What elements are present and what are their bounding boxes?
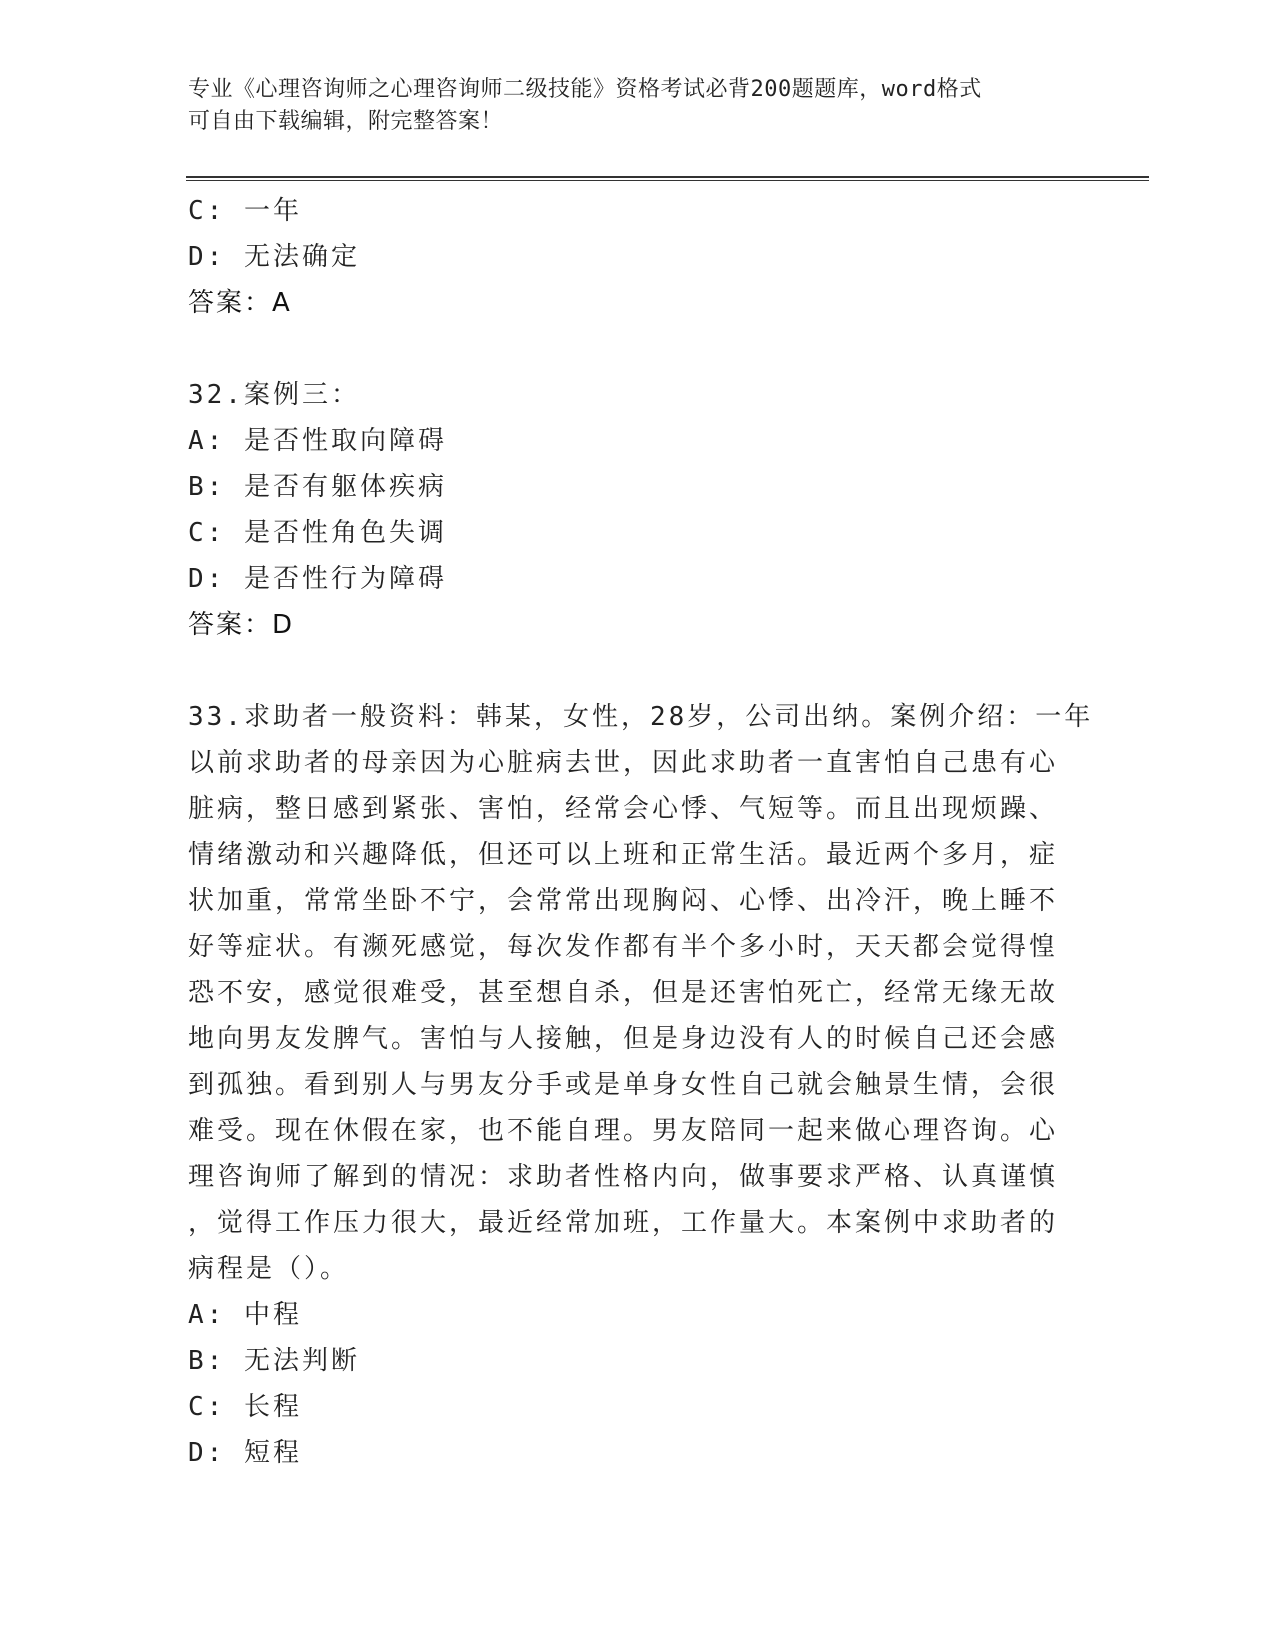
spacer (188, 326, 1088, 372)
stem-line: 好等症状。有濒死感觉，每次发作都有半个多小时，天天都会觉得惶 (188, 932, 1059, 962)
stem-line: 病程是（）。 (188, 1254, 350, 1284)
option-b: B: 无法判断 (188, 1346, 360, 1376)
question-stem: 32.案例三： (188, 380, 360, 410)
option-c: C: 一年 (188, 196, 302, 226)
option-d: D: 无法确定 (188, 242, 360, 272)
spacer (188, 648, 1088, 694)
stem-line: 理咨询师了解到的情况：求助者性格内向，做事要求严格、认真谨慎 (188, 1162, 1059, 1192)
option-a: A: 中程 (188, 1300, 302, 1330)
option-c: C: 长程 (188, 1392, 302, 1422)
document-body (188, 188, 1094, 1476)
stem-line: 难受。现在休假在家，也不能自理。男友陪同一起来做心理咨询。心 (188, 1116, 1059, 1146)
stem-line: 33.求助者一般资料：韩某，女性，28岁，公司出纳。案例介绍：一年 (188, 702, 1094, 732)
answer-label: 答案：A (188, 288, 292, 318)
stem-line: 恐不安，感觉很难受，甚至想自杀，但是还害怕死亡，经常无缘无故 (188, 978, 1059, 1008)
question-32 (188, 372, 1088, 648)
question-stem (188, 694, 1094, 1292)
stem-line: 以前求助者的母亲因为心脏病去世，因此求助者一直害怕自己患有心 (188, 748, 1059, 778)
option-d: D: 短程 (188, 1438, 302, 1468)
option-b: B: 是否有躯体疾病 (188, 472, 447, 502)
stem-line: 情绪激动和兴趣降低，但还可以上班和正常生活。最近两个多月，症 (188, 840, 1059, 870)
option-a: A: 是否性取向障碍 (188, 426, 447, 456)
document-header (188, 74, 1068, 138)
stem-line: 地向男友发脾气。害怕与人接触，但是身边没有人的时候自己还会感 (188, 1024, 1059, 1054)
stem-line: 到孤独。看到别人与男友分手或是单身女性自己就会触景生情，会很 (188, 1070, 1059, 1100)
header-line-1: 专业《心理咨询师之心理咨询师二级技能》资格考试必背200题题库，word格式 (188, 77, 982, 102)
header-line-2: 可自由下载编辑，附完整答案！ (188, 109, 504, 134)
answer-label: 答案：D (188, 610, 295, 640)
option-c: C: 是否性角色失调 (188, 518, 447, 548)
header-divider (186, 176, 1149, 181)
question-31-tail (188, 188, 1088, 326)
stem-line: 状加重，常常坐卧不宁，会常常出现胸闷、心悸、出冷汗，晚上睡不 (188, 886, 1059, 916)
stem-line: 脏病，整日感到紧张、害怕，经常会心悸、气短等。而且出现烦躁、 (188, 794, 1059, 824)
stem-line: ，觉得工作压力很大，最近经常加班，工作量大。本案例中求助者的 (188, 1208, 1059, 1238)
option-d: D: 是否性行为障碍 (188, 564, 447, 594)
question-33 (188, 694, 1094, 1476)
